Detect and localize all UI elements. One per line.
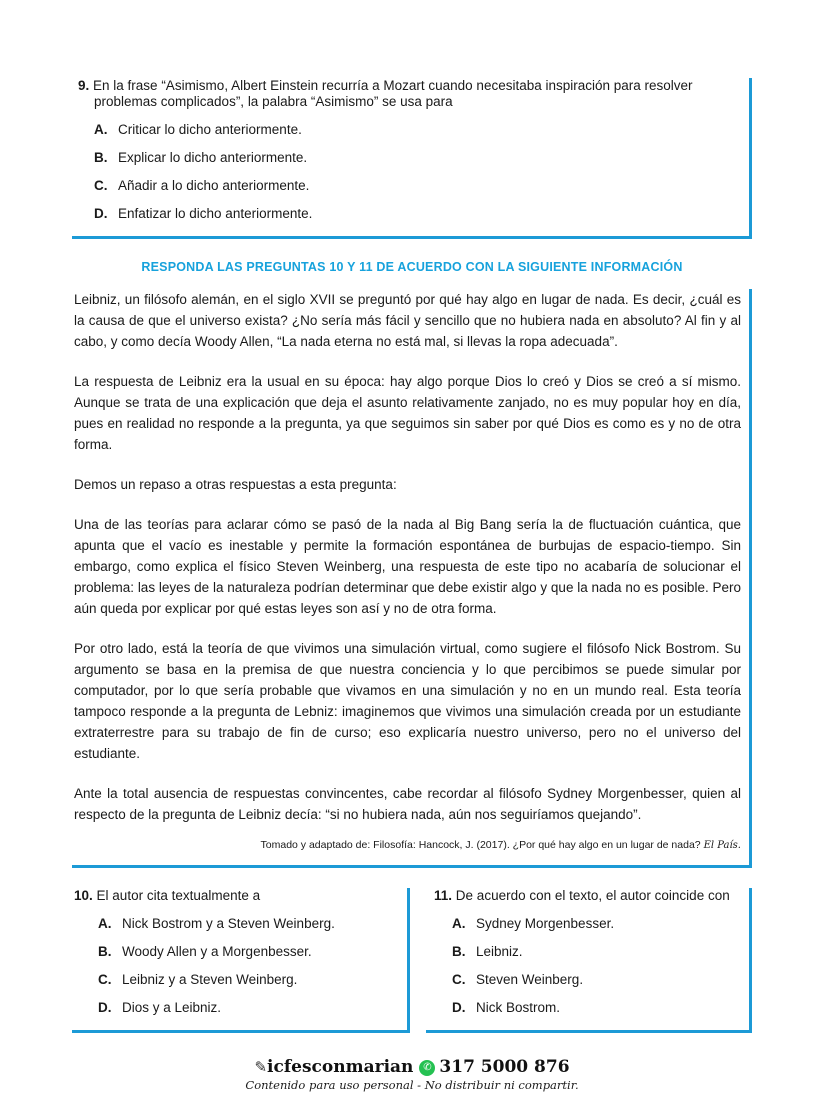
answer-option[interactable] <box>72 178 749 194</box>
question-10 <box>72 888 410 1033</box>
brand-name: icfesconmarian <box>267 1057 414 1077</box>
footer <box>0 1057 824 1092</box>
question-number: 10. <box>74 888 93 903</box>
answer-option[interactable] <box>72 206 749 222</box>
option-letter: B. <box>98 944 112 959</box>
phone-number: 317 5000 876 <box>439 1057 570 1077</box>
whatsapp-icon: ✆ <box>419 1060 435 1076</box>
graduation-cap-icon: ✎ <box>254 1059 268 1076</box>
option-text: Sydney Morgenbesser. <box>476 916 615 931</box>
option-text: Leibniz. <box>476 944 523 959</box>
question-stem: El autor cita textualmente a <box>96 888 261 903</box>
option-text: Nick Bostrom. <box>476 1000 561 1015</box>
question-11 <box>426 888 752 1033</box>
question-stem: De acuerdo con el texto, el autor coincide con <box>455 888 730 903</box>
paragraph: Por otro lado, está la teoría de que vivimos una simulación virtual, como sugiere el filósofo Nick Bostrom. Su argumento se basa en la premisa de que nuestra conciencia y lo que percibimos se puede simular por computador, por lo que sería probable que vivamos en una simulación y no en un mundo real. Esta teoría tampoco responde a la pregunta de Lebniz: imaginemos que vivimos una simulación creada por un estudiante extraterrestre para su trabajo de fin de curso; eso explicaría nuestro universo, pero no el universo del estudiante. <box>74 641 741 761</box>
section-heading: RESPONDA LAS PREGUNTAS 10 Y 11 DE ACUERDO CON LA SIGUIENTE INFORMACIÓN <box>141 260 683 274</box>
answer-option[interactable] <box>426 916 749 932</box>
paragraph: La respuesta de Leibniz era la usual en su época: hay algo porque Dios lo creó y Dios se creó a sí mismo. Aunque se trata de una explicación que deja el asunto relativamente zanjado, no es muy popular hoy en día, pues en realidad no responde a la pregunta, ya que seguimos sin saber por qué Dios es como es y no de otra forma. <box>74 374 741 452</box>
option-letter: D. <box>98 1000 112 1015</box>
option-letter: A. <box>98 916 112 931</box>
question-number: 9. <box>78 78 90 93</box>
option-letter: B. <box>452 944 466 959</box>
paragraph: Ante la total ausencia de respuestas convincentes, cabe recordar al filósofo Sydney Morgenbesser, quien al respecto de la pregunta de Leibniz decía: “si no hubiera nada, aún nos seguiríamos quejando”. <box>74 786 741 822</box>
option-text: Woody Allen y a Morgenbesser. <box>122 944 312 959</box>
answer-option[interactable] <box>72 972 407 988</box>
option-text: Dios y a Leibniz. <box>122 1000 222 1015</box>
answer-option[interactable] <box>426 972 749 988</box>
reading-passage <box>72 289 752 868</box>
option-letter: C. <box>94 178 108 193</box>
option-text: Enfatizar lo dicho anteriormente. <box>118 206 313 221</box>
option-letter: C. <box>98 972 112 987</box>
paragraph: Una de las teorías para aclarar cómo se pasó de la nada al Big Bang sería la de fluctuación cuántica, que apunta que el vacío es inestable y permite la formación espontánea de burbujas de espacio-tiempo. Sin embargo, como explica el físico Steven Weinberg, una respuesta de este tipo no acabaría de solucionar el problema: las leyes de la naturaleza podrían determinar que debe existir algo y que la nada no es posible. Pero aún queda por explicar por qué estas leyes son así y no de otra forma. <box>74 517 741 616</box>
option-text: Nick Bostrom y a Steven Weinberg. <box>122 916 335 931</box>
option-text: Steven Weinberg. <box>476 972 584 987</box>
answer-option[interactable] <box>426 944 749 960</box>
citation-source: El País. <box>703 840 741 851</box>
option-letter: B. <box>94 150 108 165</box>
answer-option[interactable] <box>72 150 749 166</box>
option-text: Añadir a lo dicho anteriormente. <box>118 178 310 193</box>
option-letter: D. <box>94 206 108 221</box>
paragraph: Demos un repaso a otras respuestas a esta pregunta: <box>74 477 397 492</box>
option-text: Criticar lo dicho anteriormente. <box>118 122 302 137</box>
question-stem: En la frase “Asimismo, Albert Einstein recurría a Mozart cuando necesitaba inspiración para resolver problemas complicados”, la palabra “Asimismo” se usa para <box>93 78 693 109</box>
exam-page <box>72 0 752 1112</box>
answer-option[interactable] <box>72 944 407 960</box>
usage-notice: Contenido para uso personal - No distribuir ni compartir. <box>245 1078 579 1092</box>
option-letter: C. <box>452 972 466 987</box>
answer-option[interactable] <box>72 916 407 932</box>
option-text: Explicar lo dicho anteriormente. <box>118 150 308 165</box>
answer-option[interactable] <box>426 1000 749 1016</box>
citation-text: Tomado y adaptado de: Filosofía: Hancock, J. (2017). ¿Por qué hay algo en un lugar de nada? <box>260 839 701 851</box>
option-text: Leibniz y a Steven Weinberg. <box>122 972 298 987</box>
citation <box>74 838 741 853</box>
question-9 <box>72 78 752 239</box>
question-number: 11. <box>434 888 453 903</box>
answer-option[interactable] <box>72 1000 407 1016</box>
option-letter: A. <box>452 916 466 931</box>
answer-option[interactable] <box>72 122 749 138</box>
questions-row <box>72 888 752 1033</box>
option-letter: A. <box>94 122 108 137</box>
option-letter: D. <box>452 1000 466 1015</box>
paragraph: Leibniz, un filósofo alemán, en el siglo XVII se preguntó por qué hay algo en lugar de nada. Es decir, ¿cuál es la causa de que el universo exista? ¿No sería más fácil y sencillo que no hubiera nada en absoluto? Al fin y al cabo, y como decía Woody Allen, “La nada eterna no está mal, si llevas la ropa adecuada”. <box>74 292 741 349</box>
